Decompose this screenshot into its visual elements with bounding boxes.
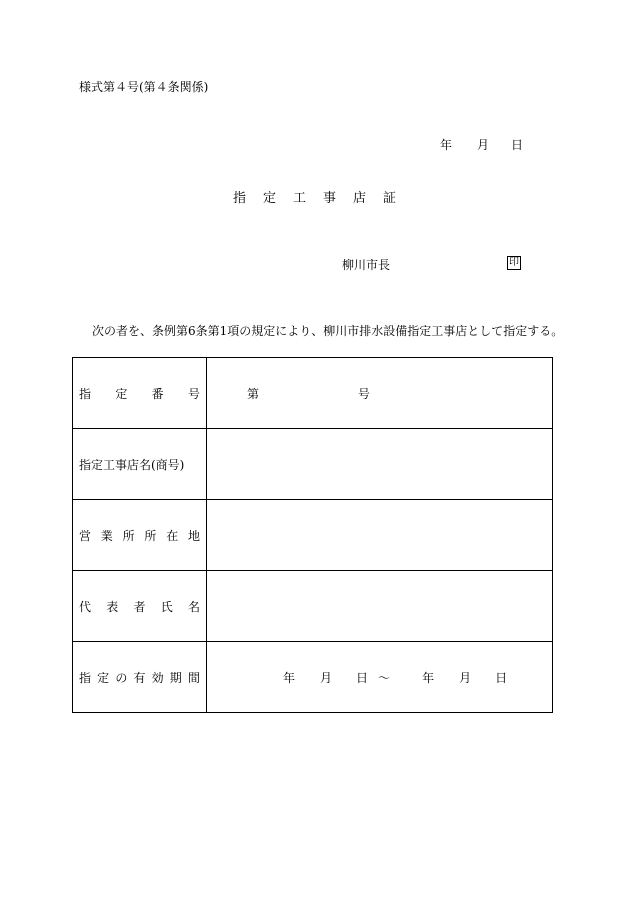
label-representative bbox=[73, 571, 207, 642]
label-designation-number bbox=[73, 358, 207, 429]
title-char: 証 bbox=[383, 191, 398, 206]
number-prefix: 第 bbox=[247, 386, 260, 401]
title-char: 事 bbox=[323, 191, 338, 206]
label-char: 表 bbox=[106, 599, 119, 614]
table-row bbox=[73, 500, 553, 571]
issue-date-year: 年 bbox=[440, 138, 453, 152]
label-text: 指定工事店名(商号) bbox=[79, 457, 185, 472]
label-char: 定 bbox=[115, 386, 128, 401]
title-char: 定 bbox=[262, 191, 277, 206]
table-row bbox=[73, 571, 553, 642]
issue-date-month: 月 bbox=[477, 138, 490, 152]
label-char: 氏 bbox=[160, 599, 173, 614]
label-char: 地 bbox=[187, 528, 200, 543]
value-validity-period[interactable] bbox=[207, 642, 553, 713]
label-office-address bbox=[73, 500, 207, 571]
title-char: 工 bbox=[292, 191, 307, 206]
label-char: 所 bbox=[122, 528, 135, 543]
table-row bbox=[73, 642, 553, 713]
period-tilde: ～ bbox=[378, 670, 391, 685]
value-designation-number[interactable] bbox=[207, 358, 553, 429]
issue-date-day: 日 bbox=[511, 138, 524, 152]
declaration-text: 次の者を、条例第6条第1項の規定により、柳川市排水設備指定工事店として指定する。 bbox=[92, 324, 564, 338]
from-year: 年 bbox=[283, 670, 296, 685]
label-char: 番 bbox=[151, 386, 164, 401]
number-suffix: 号 bbox=[357, 386, 370, 401]
to-month: 月 bbox=[459, 670, 472, 685]
value-office-address[interactable] bbox=[207, 500, 553, 571]
from-day: 日 bbox=[356, 670, 369, 685]
label-char: 定 bbox=[97, 670, 110, 685]
label-char: 在 bbox=[166, 528, 179, 543]
label-char: 有 bbox=[133, 670, 146, 685]
label-char: 者 bbox=[133, 599, 146, 614]
label-char: 指 bbox=[79, 670, 92, 685]
label-char: 期 bbox=[169, 670, 182, 685]
to-year: 年 bbox=[422, 670, 435, 685]
seal-mark: 印 bbox=[509, 257, 519, 268]
value-representative[interactable] bbox=[207, 571, 553, 642]
certificate-table bbox=[72, 357, 553, 713]
label-char: 所 bbox=[144, 528, 157, 543]
label-char: 業 bbox=[100, 528, 113, 543]
title-char: 店 bbox=[353, 191, 368, 206]
value-shop-name[interactable] bbox=[207, 429, 553, 500]
label-char: 号 bbox=[187, 386, 200, 401]
label-char: 効 bbox=[151, 670, 164, 685]
document-title bbox=[0, 192, 630, 206]
title-char: 指 bbox=[232, 191, 247, 206]
to-day: 日 bbox=[495, 670, 508, 685]
form-number: 様式第４号(第４条関係) bbox=[79, 80, 209, 94]
label-char: 指 bbox=[79, 386, 92, 401]
table-row bbox=[73, 358, 553, 429]
from-month: 月 bbox=[320, 670, 333, 685]
label-char: 代 bbox=[79, 599, 92, 614]
label-char: 営 bbox=[79, 528, 92, 543]
label-char: の bbox=[115, 670, 128, 685]
table-row bbox=[73, 429, 553, 500]
label-shop-name bbox=[73, 429, 207, 500]
label-validity-period bbox=[73, 642, 207, 713]
issuer-name: 柳川市長 bbox=[342, 258, 391, 272]
label-char: 間 bbox=[187, 670, 200, 685]
label-char: 名 bbox=[187, 599, 200, 614]
